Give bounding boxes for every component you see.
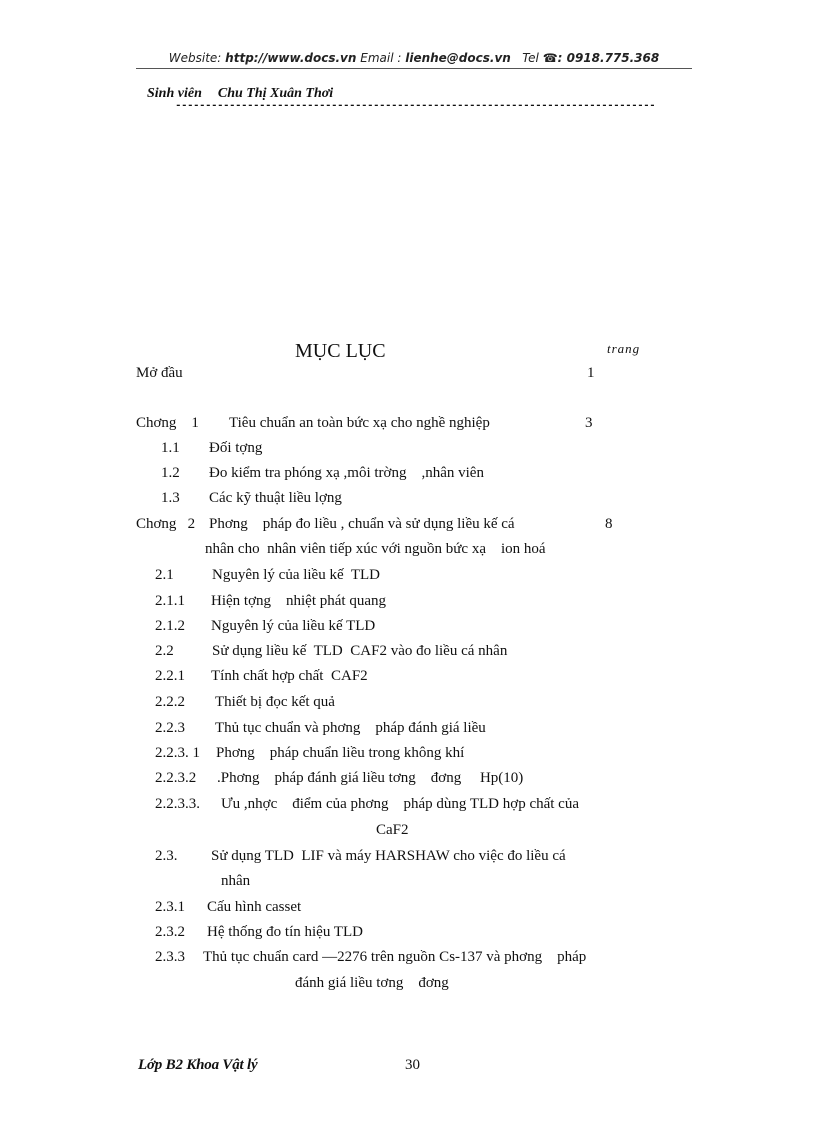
toc-entry-num: 1.3 (161, 490, 180, 506)
tel-value: ☎: 0918.775.368 (542, 51, 660, 65)
toc-entry-page: 8 (605, 516, 613, 532)
toc-entry-page: 3 (585, 415, 593, 431)
toc-entry-num: 2.2 (155, 643, 174, 659)
toc-entry-num: 2.3.3 (155, 949, 185, 965)
toc-entry-num: 1.1 (161, 440, 180, 456)
website-label: Website: (168, 51, 222, 65)
toc-entry-text: Tiêu chuẩn an toàn bức xạ cho nghề nghiệp (229, 415, 490, 431)
toc-entry-text: đánh giá liều tơng đơng (295, 975, 449, 991)
toc-entry-num: 2.1.1 (155, 593, 185, 609)
toc-entry-text: Sử dụng TLD LIF và máy HARSHAW cho việc đo liều cá (211, 848, 566, 864)
toc-entry-num: 2.2.2 (155, 694, 185, 710)
toc-entry-num: 2.3.2 (155, 924, 185, 940)
toc-entry-text: Cấu hình casset (207, 899, 302, 915)
toc-entry-text: Nguyên lý của liều kế TLD (211, 618, 376, 634)
toc-entry-text: Thủ tục chuẩn và phơng pháp đánh giá liều (215, 720, 486, 736)
toc-entry-num: 2.2.3. 1 (155, 745, 200, 761)
toc-entry-text: Đối tợng (209, 440, 263, 456)
toc-entry-num: Chơng 2 (136, 516, 196, 532)
toc-entry-num: 2.3. (155, 848, 178, 864)
student-name: Chu Thị Xuân Thơi (217, 86, 334, 101)
email-label: Email : (360, 51, 402, 65)
student-label: Sinh viên (147, 86, 202, 101)
toc-entry-num: 2.1.2 (155, 618, 185, 634)
toc-entry-text: Tính chất hợp chất CAF2 (211, 668, 368, 684)
toc-entry-text: Hiện tợng nhiệt phát quang (211, 593, 386, 609)
toc-entry-text: Phơng pháp đo liều , chuẩn và sử dụng liều kế cá (209, 516, 515, 532)
toc-entry-text: Nguyên lý của liều kế TLD (212, 567, 381, 583)
toc-entry-num: 2.2.3.2 (155, 770, 197, 786)
toc-entry-text: Thủ tục chuẩn card —2276 trên nguồn Cs-137 và phơng pháp (203, 949, 587, 965)
toc-entry-text: Phơng pháp chuẩn liều trong không khí (216, 745, 465, 761)
toc-entry-text: Các kỹ thuật liều lợng (209, 490, 342, 506)
toc-entry-num: 2.1 (155, 567, 174, 583)
toc-entry-text: CaF2 (376, 822, 409, 838)
toc-entry-text: Sử dụng liều kế TLD CAF2 vào đo liều cá nhân (212, 643, 508, 659)
toc-entry-text: nhân cho nhân viên tiếp xúc với nguồn bức xạ ion hoá (205, 541, 546, 557)
page-number: 30 (405, 1057, 420, 1073)
page-column-label: trang (607, 341, 641, 356)
website-url[interactable]: http://www.docs.vn (225, 51, 357, 65)
tel-label: Tel (522, 51, 539, 65)
toc-entry-num: Chơng 1 (136, 415, 199, 431)
toc-entry-num: 2.2.3.3. (155, 796, 200, 812)
toc-entry-num: 2.3.1 (155, 899, 185, 915)
toc-entry-text: Ưu ,nhợc điểm của phơng pháp dùng TLD hợp chất của (221, 796, 579, 812)
toc-entry-text: Thiết bị đọc kết quả (215, 694, 335, 710)
toc-entry-text: Mở đầu (136, 365, 183, 381)
toc-entry-text: nhân (221, 873, 251, 889)
toc-entry-text: Hệ thống đo tín hiệu TLD (207, 924, 363, 940)
toc-entry-page: 1 (587, 365, 595, 381)
toc-title: MỤC LỤC (295, 340, 386, 362)
toc-entry-text: .Phơng pháp đánh giá liều tơng đơng Hp(10) (217, 770, 524, 786)
footer-class-label: Lớp B2 Khoa Vật lý (138, 1057, 258, 1073)
email-value[interactable]: lienhe@docs.vn (405, 51, 511, 65)
site-header (136, 51, 692, 69)
toc-entry-num: 2.2.3 (155, 720, 185, 736)
dashed-divider: -------------------------------------------------------------------------------- (175, 100, 656, 112)
toc-entry-text: Đo kiểm tra phóng xạ ,môi trờng ,nhân viên (209, 465, 484, 481)
toc-entry-num: 2.2.1 (155, 668, 185, 684)
toc-entry-num: 1.2 (161, 465, 180, 481)
